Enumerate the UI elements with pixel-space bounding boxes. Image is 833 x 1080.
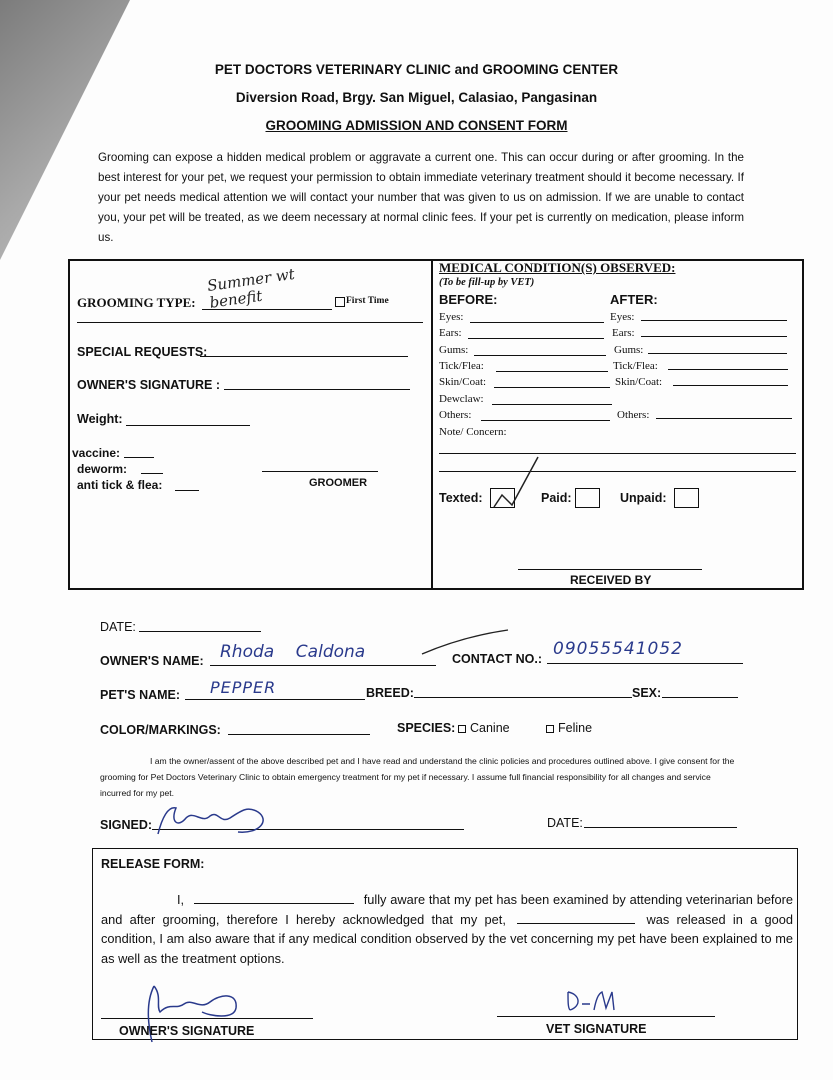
grooming-type-extra-line <box>77 322 423 323</box>
breed-field[interactable] <box>414 697 632 698</box>
after-label: AFTER: <box>610 292 658 307</box>
deworm-field[interactable] <box>141 473 163 474</box>
before-others-field[interactable] <box>481 420 610 421</box>
release-i-label: I, <box>177 892 185 907</box>
before-dewclaw-label: Dewclaw: <box>439 393 484 405</box>
after-skin-label: Skin/Coat: <box>615 376 663 388</box>
after-ears-field[interactable] <box>641 336 787 337</box>
owner-name-label: OWNER'S NAME: <box>100 654 204 668</box>
date-label: DATE: <box>100 620 136 634</box>
canine-checkbox[interactable] <box>458 725 466 733</box>
before-tick-label: Tick/Flea: <box>439 360 484 372</box>
note-concern-label: Note/ Concern: <box>439 426 507 438</box>
consent-date-field[interactable] <box>584 827 737 828</box>
contact-label: CONTACT NO.: <box>452 652 543 666</box>
special-requests-field[interactable] <box>200 356 408 357</box>
release-text-block <box>101 890 793 968</box>
species-feline-option[interactable] <box>546 721 592 735</box>
received-by-label: RECEIVED BY <box>570 573 652 587</box>
paid-checkbox[interactable] <box>575 488 600 508</box>
received-by-line[interactable] <box>518 569 702 570</box>
vaccine-label: vaccine: <box>72 446 121 460</box>
vaccine-field[interactable] <box>124 457 154 458</box>
before-others-label: Others: <box>439 409 472 421</box>
owner-name-value: Rhoda Caldona <box>220 642 366 662</box>
date-field[interactable] <box>139 631 261 632</box>
owner-name-field[interactable] <box>210 665 436 666</box>
medical-subtitle: (To be fill-up by VET) <box>439 277 535 288</box>
after-eyes-label: Eyes: <box>610 311 635 323</box>
clinic-address: Diversion Road, Brgy. San Miguel, Calasiao, Pangasinan <box>235 90 598 105</box>
before-tick-field[interactable] <box>496 371 608 372</box>
vet-signature-mark <box>564 988 618 1014</box>
before-label: BEFORE: <box>439 292 498 307</box>
before-ears-label: Ears: <box>439 327 462 339</box>
owner-name-pen-stroke <box>420 628 510 658</box>
release-text-b: was released in a good condition, I am also aware that if any medical condition observed by the vet concerning my pet have been explained to me as well as the treatment options. <box>101 911 793 966</box>
contact-value: 09055541052 <box>553 639 683 659</box>
before-gums-label: Gums: <box>439 344 469 356</box>
after-others-label: Others: <box>617 409 650 421</box>
first-time-label: First Time <box>346 296 389 306</box>
after-others-field[interactable] <box>656 418 792 419</box>
release-vet-signature-line[interactable] <box>497 1016 715 1017</box>
weight-field[interactable] <box>126 425 250 426</box>
consent-date-label: DATE: <box>547 816 583 830</box>
species-label: SPECIES: <box>397 721 456 735</box>
release-pet-name-field[interactable] <box>517 912 635 924</box>
consent-text: I am the owner/assent of the above described pet and I have read and understand the clinic policies and procedures outlined above. I give consent for the grooming for Pet Doctors Veterinary Clinic to obtain emergency treatment for my pet if necessary. I assume full financial responsibility for all changes and service incurred for my pet. <box>100 756 735 798</box>
groomer-signature-line[interactable] <box>262 471 378 472</box>
unpaid-label: Unpaid: <box>620 491 667 505</box>
note-line-1[interactable] <box>439 453 796 454</box>
pet-name-value: PEPPER <box>210 678 277 697</box>
groomer-label: GROOMER <box>309 477 368 489</box>
after-skin-field[interactable] <box>673 385 788 386</box>
feline-label: Feline <box>558 721 593 735</box>
release-title: RELEASE FORM: <box>101 857 205 871</box>
canine-label: Canine <box>470 721 510 735</box>
breed-label: BREED: <box>366 686 414 700</box>
feline-checkbox[interactable] <box>546 725 554 733</box>
release-owner-signature-label: OWNER'S SIGNATURE <box>119 1024 255 1038</box>
after-eyes-field[interactable] <box>641 320 787 321</box>
grooming-type-value: Summer wt benefit <box>206 264 296 312</box>
special-requests-label: SPECIAL REQUESTS: <box>77 345 208 359</box>
sex-field[interactable] <box>662 697 738 698</box>
sex-label: SEX: <box>632 686 662 700</box>
after-gums-label: Gums: <box>614 344 644 356</box>
medical-title: MEDICAL CONDITION(S) OBSERVED: <box>439 260 676 275</box>
after-tick-field[interactable] <box>668 369 788 370</box>
before-skin-label: Skin/Coat: <box>439 376 487 388</box>
species-canine-option[interactable] <box>458 721 510 735</box>
clinic-name: PET DOCTORS VETERINARY CLINIC and GROOMING CENTER <box>214 62 619 77</box>
after-gums-field[interactable] <box>648 353 787 354</box>
texted-label: Texted: <box>439 491 483 505</box>
after-ears-label: Ears: <box>612 327 635 339</box>
signed-label: SIGNED: <box>100 818 153 832</box>
before-eyes-label: Eyes: <box>439 311 464 323</box>
after-tick-label: Tick/Flea: <box>613 360 658 372</box>
contact-field[interactable] <box>547 663 743 664</box>
before-skin-field[interactable] <box>494 387 610 388</box>
deworm-label: deworm: <box>77 462 128 476</box>
anti-tick-field[interactable] <box>175 490 199 491</box>
weight-label: Weight: <box>77 412 123 426</box>
release-owner-name-field[interactable] <box>194 892 354 904</box>
before-gums-field[interactable] <box>474 355 606 356</box>
before-eyes-field[interactable] <box>470 322 604 323</box>
owner-signature-mark <box>150 798 275 840</box>
before-dewclaw-field[interactable] <box>492 404 612 405</box>
pet-name-field[interactable] <box>185 699 365 700</box>
before-ears-field[interactable] <box>468 338 604 339</box>
anti-tick-label: anti tick & flea: <box>77 478 163 492</box>
unpaid-checkbox[interactable] <box>674 488 699 508</box>
first-time-checkbox[interactable] <box>335 297 345 307</box>
owner-signature-field[interactable] <box>224 389 410 390</box>
color-markings-label: COLOR/MARKINGS: <box>100 723 221 737</box>
color-markings-field[interactable] <box>228 734 370 735</box>
grooming-type-label: GROOMING TYPE: <box>77 295 196 310</box>
box-divider <box>431 259 433 590</box>
release-vet-signature-label: VET SIGNATURE <box>546 1022 647 1036</box>
texted-check-mark <box>492 455 542 510</box>
intro-paragraph: Grooming can expose a hidden medical problem or aggravate a current one. This can occur during or after grooming. In the best interest for your pet, we request your permission to obtain immediate veterinary treatment should it become necessary. If your pet needs medical attention we will contact your number that was given to us on admission. If we are unable to contact you, your pet will be treated, as we deem necessary at normal clinic fees. If your pet is currently on medication, please inform us. <box>98 151 744 244</box>
release-text-a: fully aware that my pet has been examined by attending veterinarian before and after grooming, therefore I hereby acknowledged that my pet, <box>101 892 793 927</box>
owner-signature-label: OWNER'S SIGNATURE : <box>77 378 221 392</box>
paid-label: Paid: <box>541 491 572 505</box>
form-title: GROOMING ADMISSION AND CONSENT FORM <box>265 118 568 133</box>
pet-name-label: PET'S NAME: <box>100 688 181 702</box>
